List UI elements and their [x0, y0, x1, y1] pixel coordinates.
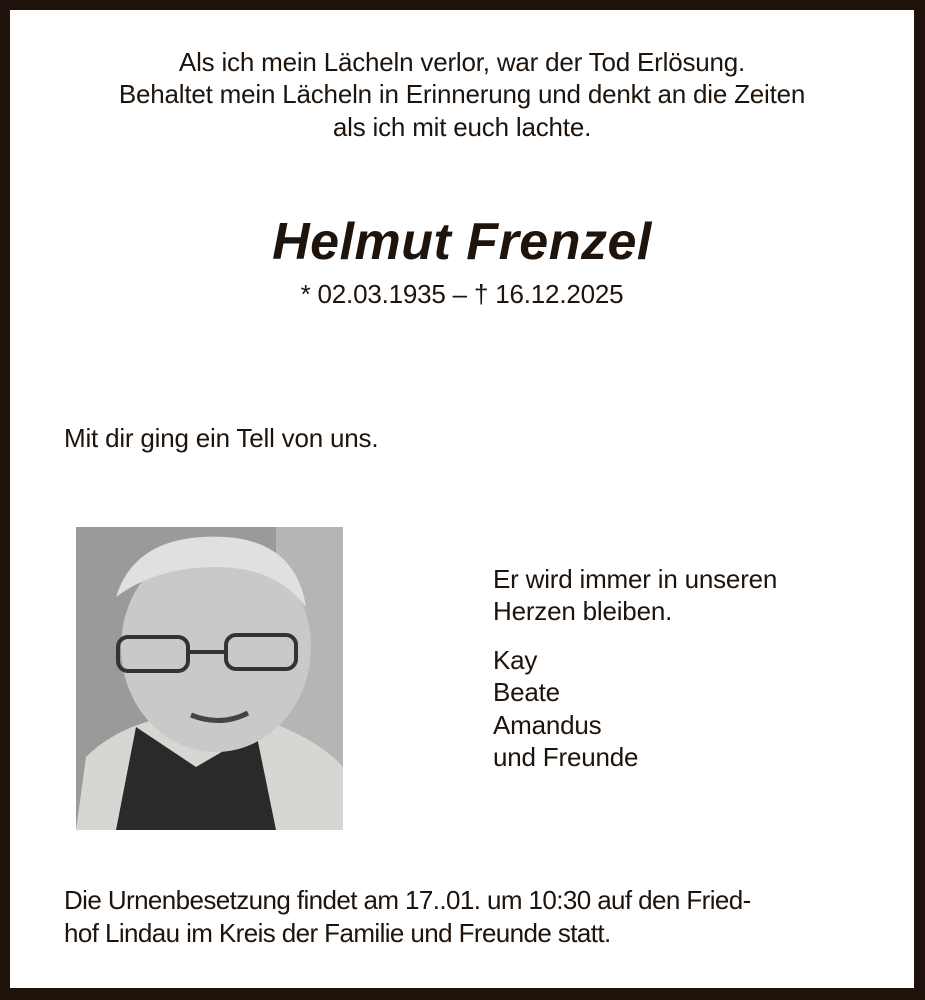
remembrance-line-1: Er wird immer in unseren	[493, 564, 778, 594]
intro-text: Mit dir ging ein Tell von uns.	[64, 423, 379, 453]
obituary-card	[10, 10, 914, 988]
motto-line-2: Behaltet mein Lächeln in Erinnerung und denkt an die Zeiten	[118, 79, 806, 109]
remembrance-line-2: Herzen bleiben.	[493, 596, 673, 626]
portrait-photo	[76, 527, 343, 830]
funeral-line-2: hof Lindau im Kreis der Familie und Freunde statt.	[64, 918, 611, 948]
life-dates: * 02.03.1935 – † 16.12.2025	[300, 279, 624, 309]
mourner-3: Amandus	[493, 710, 602, 740]
motto-line-1: Als ich mein Lächeln verlor, war der Tod Erlösung.	[178, 47, 746, 77]
motto-line-3: als ich mit euch lachte.	[332, 112, 592, 142]
mourner-4: und Freunde	[493, 742, 639, 772]
mourner-1: Kay	[493, 645, 538, 675]
deceased-name: Helmut Frenzel	[272, 213, 652, 271]
funeral-line-1: Die Urnenbesetzung findet am 17..01. um 10:30 auf den Fried-	[64, 885, 751, 915]
mourner-2: Beate	[493, 677, 560, 707]
